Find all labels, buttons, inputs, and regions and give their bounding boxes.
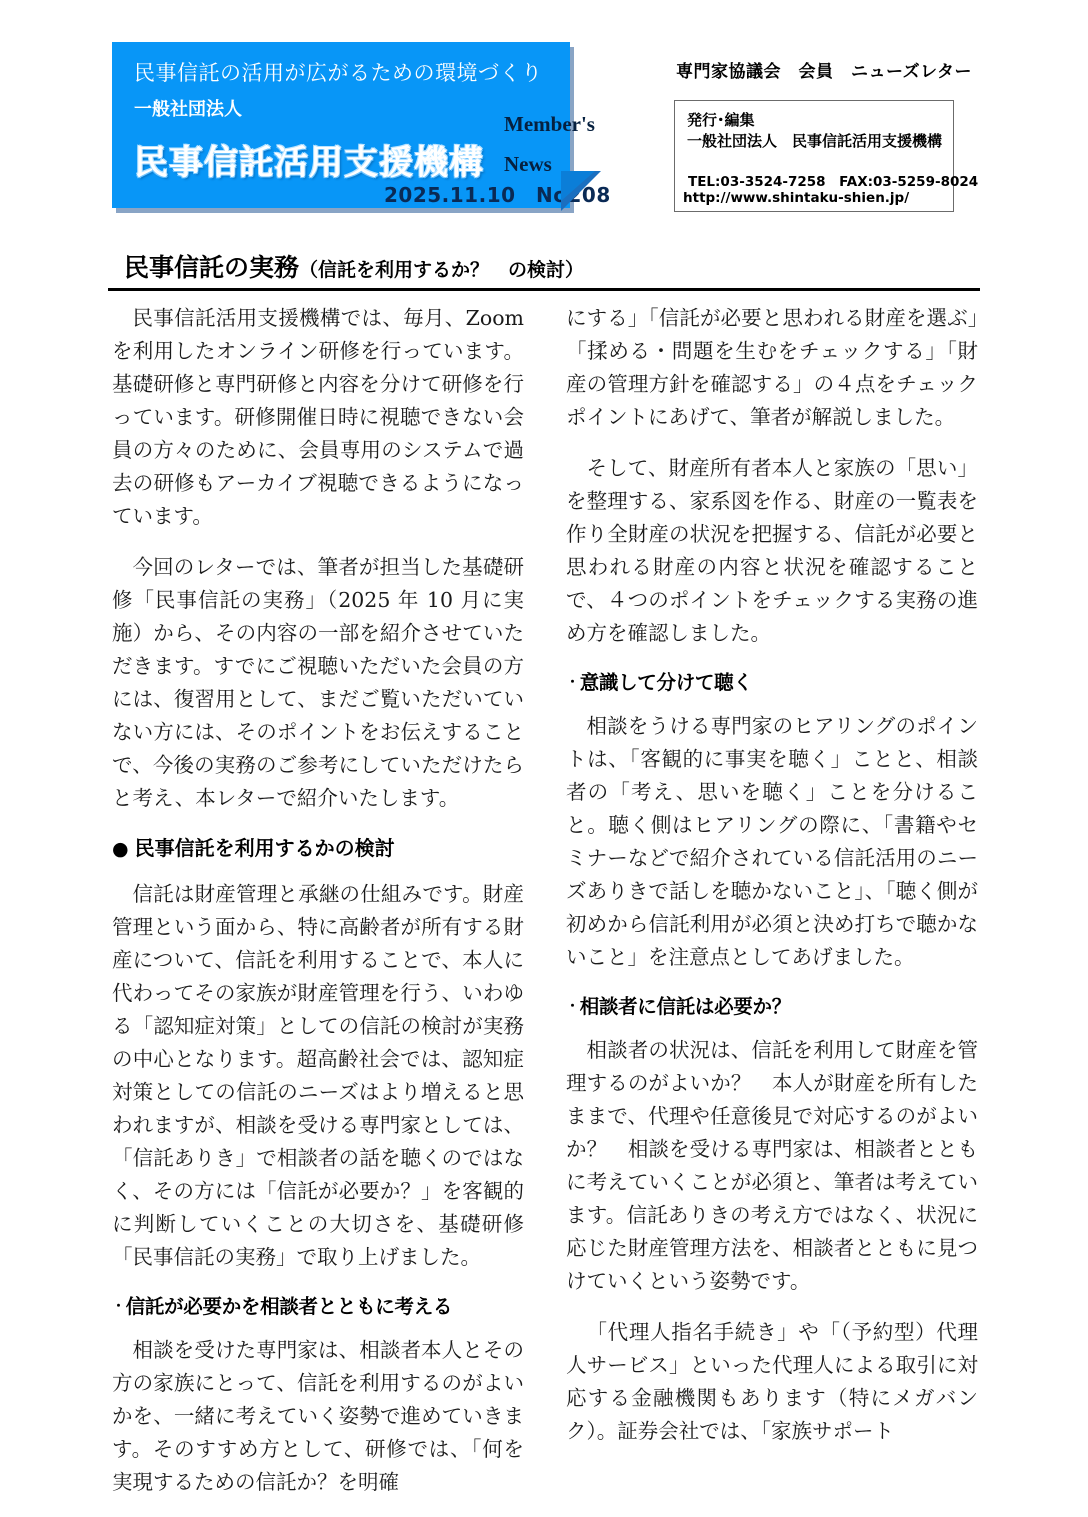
section-heading-label: 民事信託を利用するかの検討	[134, 836, 395, 860]
banner-tagline: 民事信託の活用が広がるための環境づくり	[134, 61, 543, 85]
subsection-heading-label: 意識して分けて聴く	[579, 671, 753, 694]
subsection-heading-label: 信託が必要かを相談者とともに考える	[125, 1295, 453, 1318]
banner-issue-date: 2025.11.10 No208	[384, 183, 611, 207]
publisher-info-box	[674, 100, 979, 212]
paragraph: そして、財産所有者本人と家族の「思い」を整理する、家系図を作る、財産の一覧表を作り全財産の状況を把握する、信託が必要と思われる財産の内容と状況を確認することで、４つのポイントをチェックする実務の進め方を確認しました。	[566, 456, 978, 645]
article-title-main: 民事信託の実務	[124, 253, 300, 282]
bullet-small-dot-icon: ・	[112, 1299, 125, 1314]
banner-members-label: Member's	[504, 112, 595, 136]
publisher-contact: TEL:03-3524-7258 FAX:03-5259-8024	[688, 174, 979, 190]
paragraph: 信託は財産管理と承継の仕組みです。財産管理という面から、特に高齢者が所有する財産について、信託を利用することで、本人に代わってその家族が財産管理を行う、いわゆる「認知症対策」としての信託の検討が実務の中心となります。超高齢社会では、認知症対策としての信託のニーズはより増えると思われますが、相談を受ける専門家としては、「信託ありき」で相談者の話を聴くのではなく、その方には「信託が必要か？」を客観的に判断していくことの大切さを、基礎研修「民事信託の実務」で取り上げました。	[112, 882, 524, 1269]
paragraph: 「代理人指名手続き」や「（予約型）代理人サービス」といった代理人による取引に対応する金融機関もあります（特にメガバンク）。証券会社では、「家族サポート	[566, 1320, 978, 1443]
paragraph: にする」「信託が必要と思われる財産を選ぶ」「揉める・問題を生むをチェックする」「財産の管理方針を確認する」の４点をチェックポイントにあげて、筆者が解説しました。	[566, 306, 978, 429]
banner-news-label: News	[504, 152, 552, 176]
banner-ribbon-tail-highlight	[561, 171, 595, 201]
section-heading	[112, 833, 524, 864]
banner-organization-name: 民事信託活用支援機構	[134, 143, 484, 183]
title-divider-rule	[108, 288, 980, 291]
paragraph: 民事信託活用支援機構では、毎月、Zoom を利用したオンライン研修を行っています。基礎研修と専門研修と内容を分けて研修を行っています。研修開催日時に視聴できない会員の方々のために、会員専用のシステムで過去の研修もアーカイブ視聴できるようになっています。	[112, 306, 524, 528]
subsection-heading-label: 相談者に信託は必要か？	[579, 995, 791, 1018]
masthead-banner	[112, 42, 611, 216]
article-title	[124, 248, 584, 284]
bullet-circle-icon: ●	[112, 838, 129, 860]
banner-body	[112, 42, 611, 208]
subsection-heading	[566, 668, 978, 698]
newsletter-kicker: 専門家協議会 会員 ニューズレター	[676, 62, 972, 82]
paragraph: 相談を受けた専門家は、相談者本人とその方の家族にとって、信託を利用するのがよいかを、一緒に考えていく姿勢で進めていきます。そのすすめ方として、研修では、「何を実現するための信託か？を明確	[112, 1338, 524, 1494]
paragraph: 相談者の状況は、信託を利用して財産を管理するのがよいか？ 本人が財産を所有したままで、代理や任意後見で対応するのがよいか？ 相談を受ける専門家は、相談者とともに考えていくことが必須と、筆者は考えています。信託ありきの考え方ではなく、状況に応じた財産管理方法を、相談者とともに見つけていくという姿勢です。	[566, 1038, 978, 1293]
article-title-sub: （信託を利用するか？ の検討）	[299, 259, 585, 281]
banner-entity-type: 一般社団法人	[134, 99, 242, 120]
right-column	[566, 302, 978, 1466]
publisher-label: 発行･編集	[687, 111, 755, 129]
paragraph: 今回のレターでは、筆者が担当した基礎研修「民事信託の実務」（2025 年 10 月に実施）から、その内容の一部を紹介させていただきます。すでにご視聴いただいた会員の方には、復習用として、まだご覧いただいていない方には、そのポイントをお伝えすることで、今後の実務のご参考にしていただけたらと考え、本レターで紹介いたします。	[112, 555, 524, 810]
publisher-website[interactable]: http://www.shintaku-shien.jp/	[683, 190, 910, 206]
subsection-heading	[112, 1292, 524, 1322]
bullet-small-dot-icon: ・	[566, 675, 579, 690]
bullet-small-dot-icon: ・	[566, 999, 579, 1014]
page-header	[0, 0, 1088, 232]
left-column	[112, 302, 524, 1517]
publisher-name: 一般社団法人 民事信託活用支援機構	[687, 132, 943, 150]
subsection-heading	[566, 992, 978, 1022]
paragraph: 相談をうける専門家のヒアリングのポイントは、「客観的に事実を聴く」ことと、相談者の「考え、思いを聴く」ことを分けること。聴く側はヒアリングの際に、「書籍やセミナーなどで紹介されている信託活用のニーズありきで話しを聴かないこと」、「聴く側が初めから信託利用が必須と決め打ちで聴かないこと」を注意点としてあげました。	[566, 714, 978, 969]
